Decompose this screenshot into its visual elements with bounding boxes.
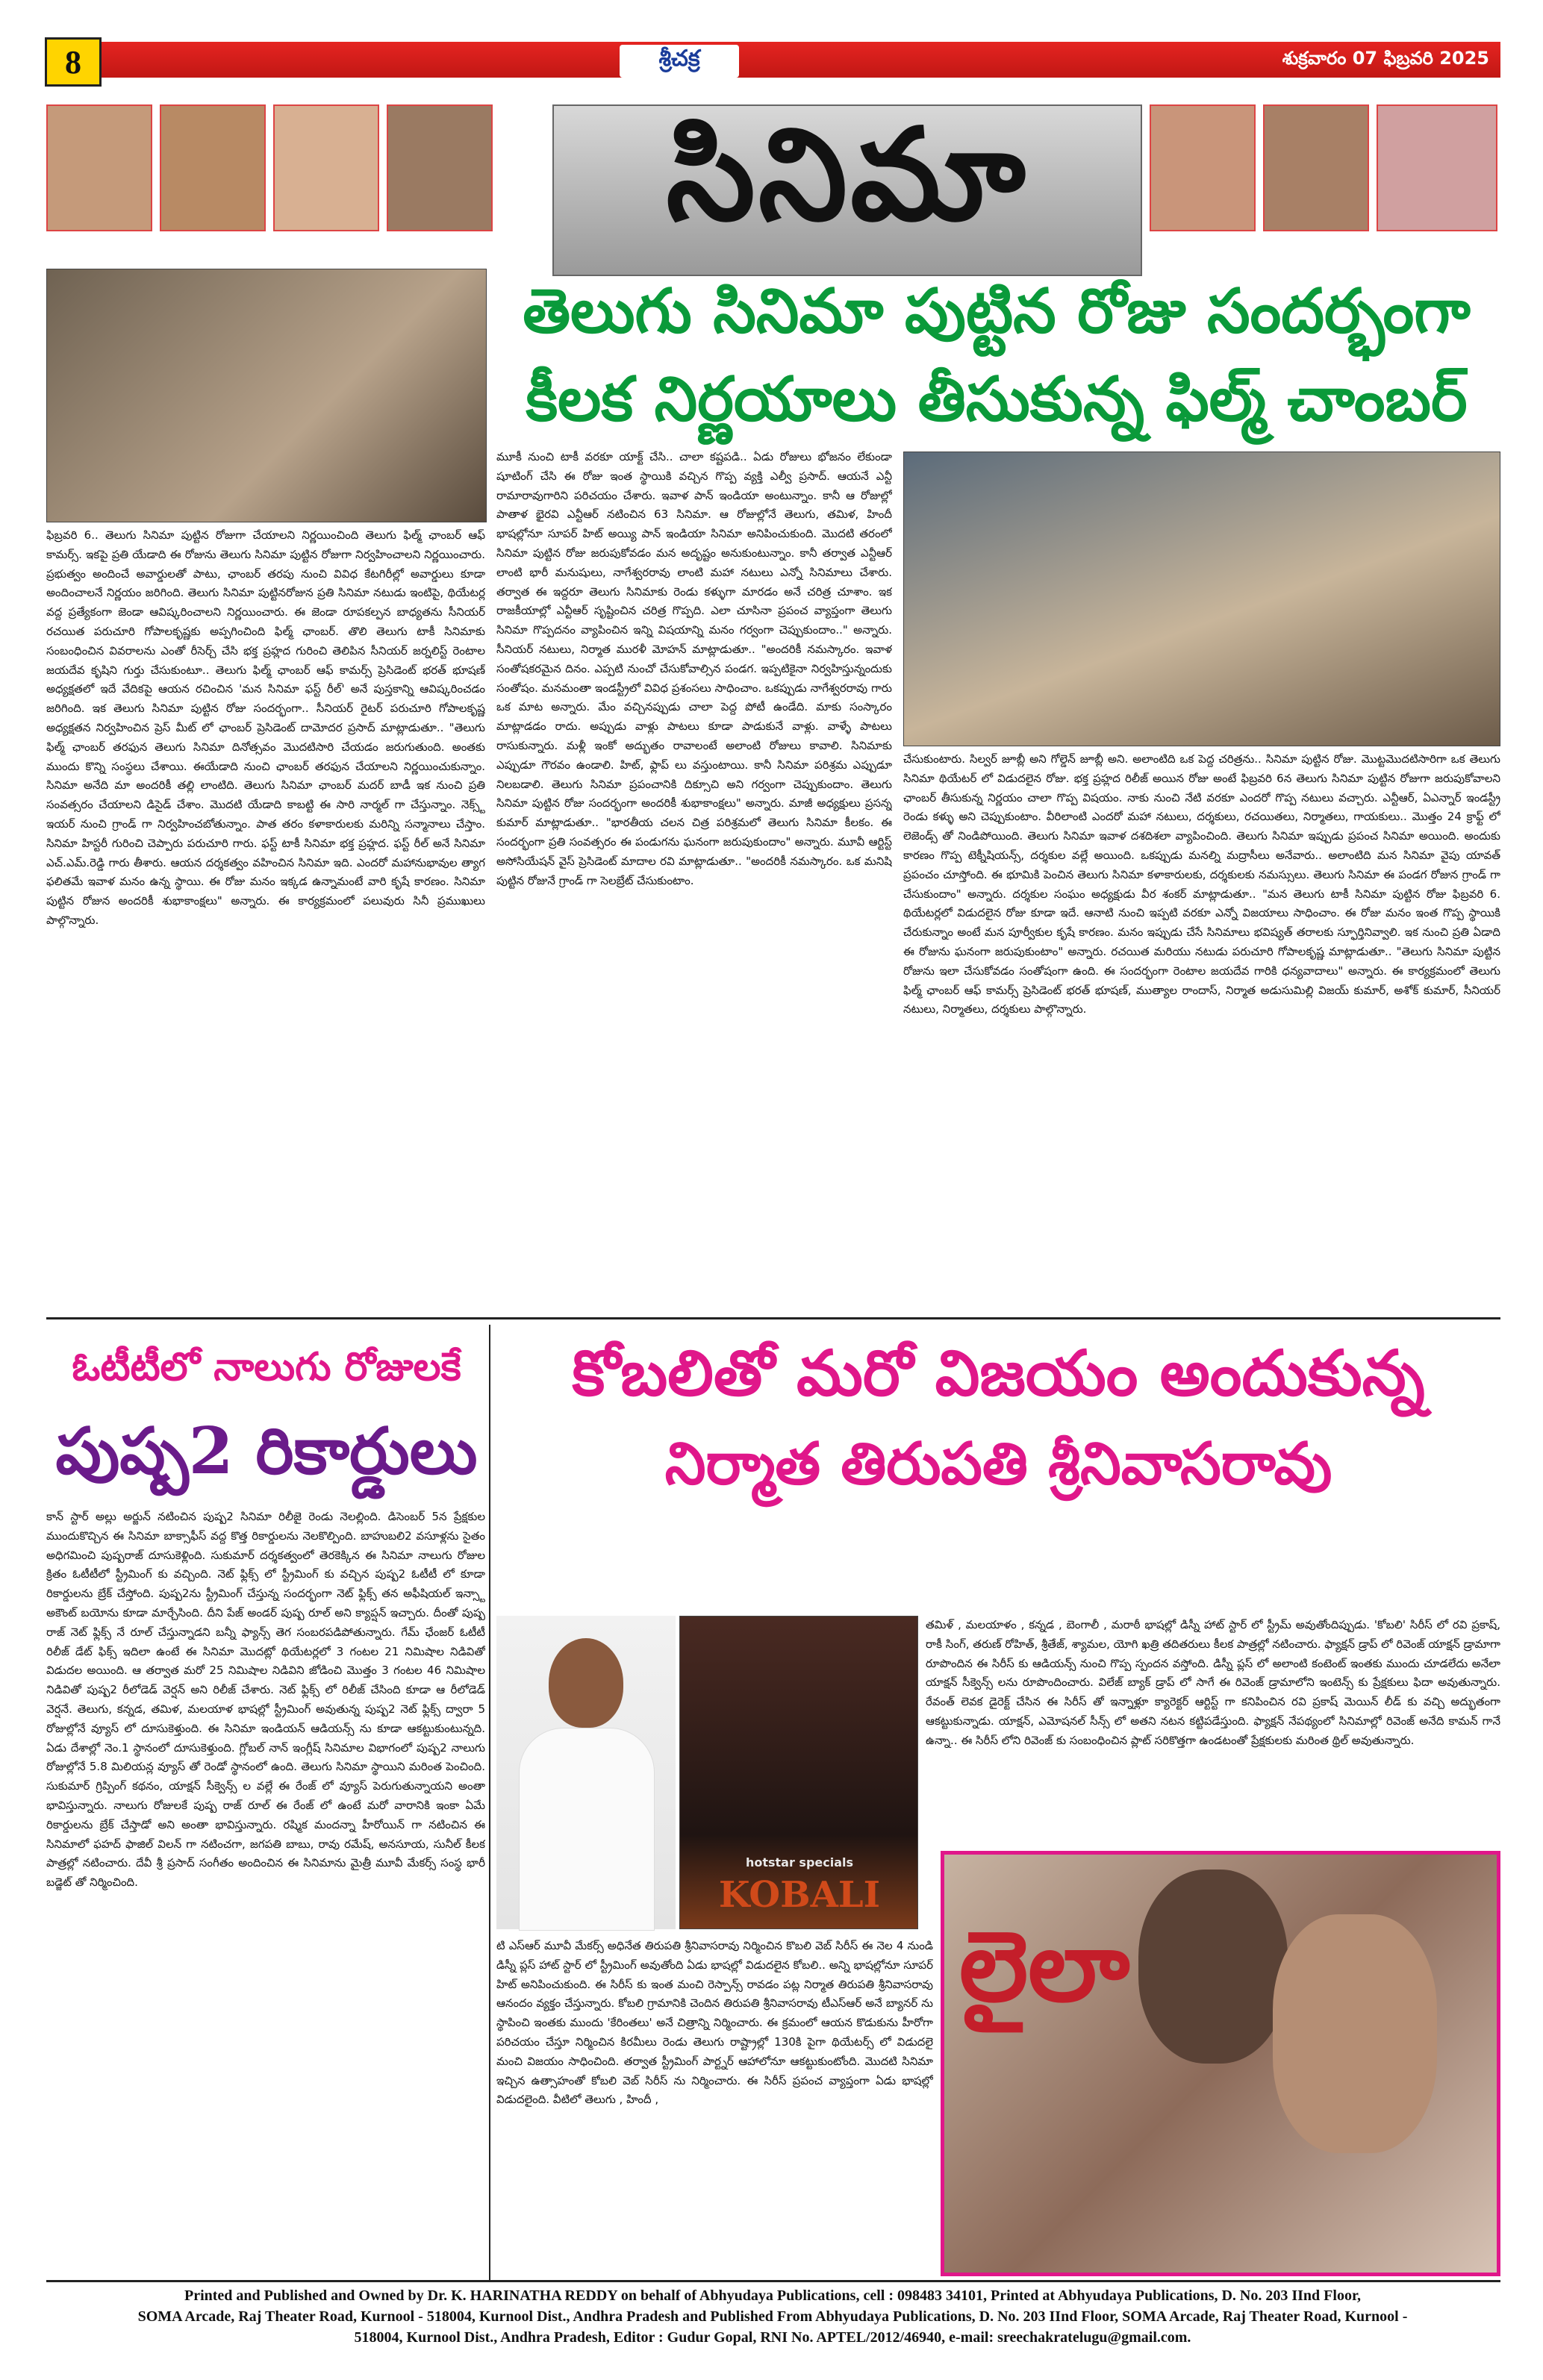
actor-photo	[387, 104, 493, 231]
kobali-body-col2: తమిళ్ , మలయాళం , కన్నడ , బెంగాలీ , మరాఠీ భాషల్లో డిస్నీ హాట్ స్టార్ లో స్ట్రీమ్ అవుతోందిప్పుడు. 'కోబలి' సిరీస్ లో రవి ప్రకాష్, రాకీ సింగ్, తరుణ్ రోహిత్, శ్రీతేజ్, శ్యామల, యోగి ఖత్రి తదితరులు కీలక పాత్రల్లో నటించారు. ఫ్యాక్షన్ డ్రాప్ లో రివెంజ్ యాక్షన్ డ్రామాగా రూపొందిన ఈ సిరీస్ కు ఆడియన్స్ నుంచి గొప్ప స్పందన వస్తోంది. డిస్నీ ప్లస్ లో అలాంటి కంటెంట్ ఇంతకు ముందు చూడలేదు అనేలా యాక్షన్ సీక్వెన్స్ లను రూపొందించారు. విలేజ్ బ్యాక్ డ్రాప్ లో సాగే ఈ రివెంజ్ డ్రామాలోని ఇంటెన్స్ కు ప్రేక్షకులు ఫిదా అవుతున్నారు. రేవంత్ లెవక డైరెక్ట్ చేసిన ఈ సిరీస్ తో ఇన్నాళ్లూ క్యారెక్టర్ ఆర్టిస్ట్ గా కనిపించిన రవి ప్రకాష్ మెయిన్ లీడ్ కు వచ్చి అద్భుతంగా ఆకట్టుకున్నాడు. యాక్షన్, ఎమోషనల్ సీన్స్ లో అతని నటన కట్టిపడేస్తుంది. ఫ్యాక్షన్ నేపథ్యంలో సినిమాల్లో రివెంజ్ అనేది కామన్ గానే ఉన్నా.. ఈ సిరీస్ లోని రివెంజ్ కు సంబంధించిన ప్లాట్ సరికొత్తగా ఉండటంతో ప్రేక్షకులకు మరింత థ్రిల్ అవుతున్నారు.	[926, 1618, 1500, 1747]
kobali-poster	[679, 1616, 918, 1929]
ad-actress-photo	[1273, 1914, 1437, 2153]
kobali-headline-2: నిర్మాత తిరుపతి శ్రీనివాసరావు	[664, 1431, 1332, 1498]
imprint-line-1: Printed and Published and Owned by Dr. K. HARINATHA REDDY on behalf of Abhyudaya Publications, cell : 098483 34101, Printed at Abhyudaya Publications, D. No. 203 IInd Floor,	[184, 2287, 1361, 2304]
laila-ad	[941, 1851, 1500, 2276]
lead-headline-1: తెలుగు సినిమా పుట్టిన రోజు సందర్భంగా	[523, 276, 1471, 347]
imprint-line-2: SOMA Arcade, Raj Theater Road, Kurnool - 518004, Kurnool Dist., Andhra Pradesh and Published From Abhyudaya Publications, D. No. 203 IInd Floor, SOMA Arcade, Raj Theater Road, Kurnool -	[137, 2308, 1408, 2325]
actor-photo	[1377, 104, 1497, 231]
ad-actor-photo	[1138, 1870, 1288, 2064]
column-rule	[489, 1325, 490, 2280]
producer-photo	[496, 1616, 676, 1929]
lead-body-col2: మూకీ నుంచి టాకీ వరకూ యాక్ట్ చేసి.. చాలా కష్టపడి.. ఏడు రోజులు భోజనం లేకుండా షూటింగ్ చేసి ఈ రోజు ఇంత స్థాయికి వచ్చిన గొప్ప వ్యక్తి ఎల్వీ ప్రసాద్. ఆయనే ఎన్టీ రామారావుగారిని పరిచయం చేశారు. ఇవాళ పాన్ ఇండియా అంటున్నాం. కానీ ఆ రోజుల్లో పాతాళ భైరవి ఎన్టీఆర్ నటించిన 63 సినిమా. ఆ రోజుల్లోనే తెలుగు, తమిళ, హిందీ భాషల్లోనూ సూపర్ హిట్ అయ్యి పాన్ ఇండియా సినిమా అనిపించుకుంది. మొదటి తరంలో సినిమా పుట్టిన రోజు జరుపుకోవడం మన అదృష్టం అనుకుంటున్నాం. కానీ తర్వాత ఎన్టీఆర్ లాంటి భారీ మనుషులు, నాగేశ్వరరావు లాంటి మహా నటులు ఎన్నో సినిమాలు చేశారు. తర్వాత ఈ ఇద్దరూ తెలుగు సినిమాకు రెండు కళ్ళుగా మారడం అనే చరిత్ర చూశాం. ఇక రాజకీయాల్లో ఎన్టీఆర్ సృష్టించిన చరిత్ర గొప్పది. ఎలా చూసినా ప్రపంచ వ్యాప్తంగా తెలుగు సినిమా గొప్పదనం వ్యాపించిన ఇన్ని విషయాన్ని మనం గర్వంగా చెప్పుకుందాం.." అన్నారు. సీనియర్ నటులు, నిర్మాత మురళీ మోహన్ మాట్లాడుతూ.. "అందరికీ నమస్కారం. ఇవాళ సంతోషకరమైన దినం. ఎప్పటి నుంచో చేసుకోవాల్సిన పండగ. ఇప్పటికైనా నిర్వహిస్తున్నందుకు సంతోషం. మనమంతా ఇండస్ట్రీలో వివిధ ప్రశంసలు సాధించాం. ఒకప్పుడు నాగేశ్వరరావు గారు ఒక మాట అన్నారు. మేం వచ్చినప్పుడు చాలా పెద్ద పోటీ ఉండేది. మాకు సంస్కారం మాట్లాడడం రాదు. అప్పుడు వాళ్లు పాటలు కూడా పాడుకునే వాళ్లు. వాళ్ళే పాటలు రాసుకున్నారు. మళ్లీ ఇంకో అద్భుతం రావాలంటే అలాంటి రోజులు కావాలి. సినిమాకు ఎప్పుడూ గౌరవం ఉండాలి. హిట్, ఫ్లాప్ లు వస్తుంటాయి. కానీ సినిమా పరిశ్రమ ఎప్పుడూ నిలబడాలి. తెలుగు సినిమా ప్రపంచానికి దిక్సూచి అని గర్వంగా చెప్పుకుందాం. తెలుగు సినిమా పుట్టిన రోజు సందర్భంగా అందరికీ శుభాకాంక్షలు" అన్నారు. మాజీ అధ్యక్షులు ప్రసన్న కుమార్ మాట్లాడుతూ.. "భారతీయ చలన చిత్ర పరిశ్రమలో తెలుగు సినిమా కీలకం. ఈ సందర్భంగా ప్రతి సంవత్సరం ఈ పండుగను ఘనంగా జరుపుకుందాం" అన్నారు. మూవీ ఆర్టిస్ట్ అసోసియేషన్ వైస్ ప్రెసిడెంట్ మాదాల రవి మాట్లాడుతూ.. "అందరికీ నమస్కారం. ఒక మనిషి పుట్టిన రోజునే గ్రాండ్ గా సెలబ్రేట్ చేసుకుంటాం.	[496, 450, 892, 887]
actor-photo	[46, 104, 152, 231]
lead-body-col1: ఫిబ్రవరి 6.. తెలుగు సినిమా పుట్టిన రోజుగా చేయాలని నిర్ణయించింది తెలుగు ఫిల్మ్ ఛాంబర్ ఆఫ్ కామర్స్. ఇకపై ప్రతి యేడాది ఈ రోజును తెలుగు సినిమా పుట్టిన రోజుగా నిర్వహించాలని నిర్ణయించారు. ప్రభుత్వం అందించే అవార్డులతో పాటు, ఛాంబర్ తరపు నుంచి వివిధ కేటగిరీల్లో అవార్డులు కూడా అందించాలనే నిర్ణయం జరిగింది. తెలుగు సినిమా పుట్టినరోజున ప్రతి సినిమా నటుడు ఇంటిపై, థియేటర్ల వద్ద ప్రత్యేకంగా జెండా ఆవిష్కరించాలని నిర్ణయించారు. ఈ జెండా రూపకల్పన బాధ్యతను సీనియర్ రచయిత పరుచూరి గోపాలకృష్ణకు అప్పగించింది ఫిల్మ్ ఛాంబర్. తొలి తెలుగు టాకీ సినిమాకు సంబంధించిన వివరాలను ఎంతో రీసెర్చ్ చేసి భక్త ప్రహ్లద గురించి తెలిపిన సీనియర్ జర్నలిస్ట్ రెంటాల జయదేవ కృషిని గుర్తు చేసుకుంటూ.. తెలుగు ఫిల్మ్ ఛాంబర్ ఆఫ్ కామర్స్ ప్రెసిడెంట్ భరత్ భూషణ్ అధ్యక్షతలో ఇదే వేదికపై ఆయన రచించిన 'మన సినిమా ఫస్ట్ రీల్' అనే పుస్తకాన్ని ఆవిష్కరించడం జరిగింది. ఇక తెలుగు సినిమా పుట్టిన రోజు సందర్భంగా.. సీనియర్ రైటర్ పరుచూరి గోపాలకృష్ణ అధ్యక్షతన నిర్వహించిన ప్రెస్ మీట్ లో ఛాంబర్ ప్రెసిడెంట్ దామోదర ప్రసాద్ మాట్లాడుతూ.. "తెలుగు ఫిల్మ్ ఛాంబర్ తరఫున తెలుగు సినిమా దినోత్సవం మొదటిసారి చేయడం జరుగుతుంది. అంతకు ముందు కొన్ని సంస్థలు చేశాయి. ఈయేడాది నుంచి ఛాంబర్ తరఫున చేయాలని నిర్ణయించుకున్నాం. సినిమా అనేది మా అందరికీ తల్లి లాంటిది. తెలుగు సినిమా ఛాంబర్ మదర్ బాడీ ఇక నుంచి ప్రతి సంవత్సరం చేయాలని డిసైడ్ చేశాం. మొదటి యేడాది కాబట్టి ఈ సారి నార్మల్ గా చేస్తున్నాం. నెక్స్ట్ ఇయర్ నుంచి గ్రాండ్ గా నిర్వహించబోతున్నాం. పాత తరం కళాకారులకు మరిన్ని సన్మానాలు చేస్తాం. సినిమా హిస్టరీ గురించి చెప్పారు పరుచూరి గారు. ఫస్ట్ టాకీ సినిమా భక్త ప్రహ్లద. ఫస్ట్ రీల్ అనే సినిమా ఎచ్.ఎమ్.రెడ్డి గారు తీశారు. ఆయన దర్శకత్వం వహించిన సినిమా ఇది. ఎందరో మహానుభావుల త్యాగ ఫలితమే ఇవాళ మనం ఉన్న స్థాయి. ఈ రోజు మనం ఇక్కడ ఉన్నామంటే వారి కృషే కారణం. సినిమా పుట్టిన రోజున అందరికీ శుభాకాంక్షలు" అన్నారు. ఈ కార్యక్రమంలో పలువురు సినీ ప్రముఖులు పాల్గొన్నారు.	[46, 528, 485, 927]
actor-photo	[1263, 104, 1369, 231]
issue-date: శుక్రవారం 07 ఫిబ్రవరి 2025	[1282, 48, 1489, 69]
footer-divider	[46, 2280, 1500, 2282]
poster-title: KOBALI	[718, 1874, 881, 1916]
page-number: 8	[45, 37, 102, 87]
producer-face	[549, 1638, 623, 1728]
kobali-headline-1: కోబలితో మరో విజయం అందుకున్న	[572, 1337, 1425, 1410]
actor-photo	[273, 104, 379, 231]
event-photo	[46, 269, 487, 522]
pushpa-body: కాన్ స్టార్ అల్లు అర్జున్ నటించిన పుష్ప2 సినిమా రిలీజై రెండు నెలల్లింది. డిసెంబర్ 5న ప్రేక్షకుల ముందుకొచ్చిన ఈ సినిమా బాక్సాఫీస్ వద్ద కొత్త రికార్డులను నెలకొల్పింది. బాహుబలి2 వసూళ్లను సైతం అధిగమించి పుష్పరాజ్ దూసుకెళ్లింది. సుకుమార్ దర్శకత్వంలో తెరకెక్కిన ఈ సినిమా నాలుగు రోజుల క్రితం ఓటీటీలో స్ట్రీమింగ్ కు వచ్చింది. నెట్ ఫ్లిక్స్ లో స్ట్రీమింగ్ కు వచ్చిన పుష్ప2 ఓటీటీ లో కూడా రికార్డులను బ్రేక్ చేస్తోంది. పుష్ప2ను స్ట్రీమింగ్ చేస్తున్న సందర్భంగా నెట్ ఫ్లిక్స్ తన అఫీషియల్ ఇన్స్టా అకౌంట్ బయోను కూడా మార్చేసింది. దీని పేజ్ అండర్ పుష్ప రూల్ అని క్యాప్షన్ ఇచ్చారు. దీంతో పుష్ప రాజ్ నెట్ ఫ్లిక్స్ నే రూల్ చేస్తున్నాడని బన్నీ ఫ్యాన్స్ తెగ సంబరపడిపోతున్నారు. గేమ్ ఛేంజర్ ఓటీటీ రిలీజ్ డేట్ ఫిక్స్ ఇదిలా ఉంటే ఈ సినిమా మొదట్లో థియేటర్లలో 3 గంటల 21 నిమిషాల నిడివితో విడుదల అయింది. ఆ తర్వాత మరో 25 నిమిషాల నిడివిని జోడించి మొత్తం 3 గంటల 46 నిమిషాల నిడివితో పుష్ప2 రీలోడెడ్ వెర్షన్ అని రిలీజ్ చేశారు. నెట్ ఫ్లిక్స్ లో రిలీజ్ చేసింది కూడా ఆ రీలోడెడ్ వెర్షనే. తెలుగు, కన్నడ, తమిళ, మలయాళ భాషల్లో స్ట్రీమింగ్ అవుతున్న పుష్ప2 నెట్ ఫ్లిక్స్ ద్వారా 5 రోజుల్లోనే వ్యూస్ లో దూసుకెళ్తుంది. ఈ సినిమా ఇండియన్ ఆడియన్స్ ను కూడా ఆకట్టుకుంటున్నది. ఏడు దేశాల్లో నెం.1 స్థానంలో దూసుకెళ్తుంది. గ్లోబల్ నాన్ ఇంగ్లీష్ సినిమాల విభాగంలో పుష్ప2 నాలుగు రోజుల్లోనే 5.8 మిలియన్ల వ్యూస్ తో రెండో స్థానంలో ఉంది. తెలుగు సినిమా స్థాయిని మరింత పెంచింది. సుకుమార్ గ్రిప్పింగ్ కథనం, యాక్షన్ సీక్వెన్స్ ల వల్లే ఈ రేంజ్ లో వ్యూస్ పెరుగుతున్నాయని అంతా భావిస్తున్నారు. నాలుగు రోజులకే పుష్ప రాజ్ రూల్ ఈ రేంజ్ లో ఉంటే మరో వారానికి ఇంకా ఏమే రికార్డులను బ్రేక్ చేస్తాడో అని అంతా భావిస్తున్నారు. రష్మిక మందన్నా హీరోయిన్ గా నటించిన ఈ సినిమాలో ఫహద్ ఫాజిల్ విలన్ గా నటించగా, జగపతి బాబు, రావు రమేష్, అనసూయ, సునీల్ కీలక పాత్రల్లో నటించారు. దేవీ శ్రీ ప్రసాద్ సంగీతం అందించిన ఈ సినిమాను మైత్రీ మూవీ మేకర్స్ సంస్థ భారీ బడ్జెట్ తో నిర్మించింది.	[46, 1510, 485, 1890]
divider	[46, 1317, 1500, 1319]
newspaper-logo: శ్రీచక్ర	[620, 45, 739, 78]
pushpa-headline-2: పుష్ప2 రికార్డులు	[55, 1414, 478, 1489]
producer-shirt	[519, 1728, 655, 1931]
poster-brand: hotstar specials	[745, 1855, 854, 1870]
section-banner: సినిమా	[552, 104, 1142, 276]
kobali-body-col1: టి ఎస్ఆర్ మూవీ మేకర్స్ అధినేత తిరుపతి శ్రీనివాసరావు నిర్మించిన కొబలి వెబ్ సిరీస్ ఈ నెల 4 నుండి డిస్నీ ప్లస్ హాట్ స్టార్ లో స్ట్రీమింగ్ అవుతోంది ఏడు భాషల్లో విడుదలైన కోబలి.. అన్ని భాషల్లోనూ సూపర్ హిట్ అనిపించుకుంది. ఈ సిరీస్ కు ఇంత మంచి రెస్పాన్స్ రావడం పట్ల నిర్మాత తిరుపతి శ్రీనివాసరావు ఆనందం వ్యక్తం చేస్తున్నారు. కోబలి గ్రామానికి చెందిన తిరుపతి శ్రీనివాసరావు టీఎస్ఆర్ అనే బ్యానర్ ను స్థాపించి ఇంతకు ముందు 'కేరింతలు' అనే చిత్రాన్ని నిర్మించారు. ఈ క్రమంలో ఆయన కొడుకును హీరోగా పరిచయం చేస్తూ నిర్మించిన కిరమీలు రెండు తెలుగు రాష్ట్రాల్లో 130కి పైగా థియేటర్స్ లో విడుదలై మంచి విజయం సాధించింది. తర్వాత స్ట్రీమింగ్ పార్ట్నర్ ఆహాలోనూ ఆకట్టుకుంటోంది. మొదటి సినిమా ఇచ్చిన ఉత్సాహంతో కోబలి వెబ్ సిరీస్ ను నిర్మించారు. ఈ సిరీస్ ప్రపంచ వ్యాప్తంగా ఏడు భాషల్లో విడుదలైంది. వీటిలో తెలుగు , హిందీ ,	[496, 1939, 933, 2107]
group-photo	[903, 452, 1500, 746]
imprint-footer	[45, 2285, 1500, 2367]
actor-photo	[1150, 104, 1256, 231]
lead-headline-2: కీలక నిర్ణయాలు తీసుకున్న ఫిల్మ్ చాంబర్	[526, 364, 1468, 435]
ad-title: లైలా	[959, 1909, 1130, 2023]
imprint-line-3: 518004, Kurnool Dist., Andhra Pradesh, Editor : Gudur Gopal, RNI No. APTEL/2012/46940, e-mail: sreechakratelugu@gmail.com.	[354, 2329, 1191, 2346]
pushpa-headline-1: ఓటీటీలో నాలుగు రోజులకే	[72, 1345, 461, 1390]
actor-photo	[160, 104, 266, 231]
lead-body-col3: చేసుకుంటారు. సిల్వర్ జూబ్లీ అని గోల్డెన్ జూబ్లీ అని. అలాంటిది ఒక పెద్ద చరిత్రను.. సినిమా పుట్టిన రోజు. మొట్టమొదటిసారిగా ఒక తెలుగు సినిమా థియేటర్ లో విడుదలైన రోజు. భక్త ప్రహ్లద రిలీజ్ అయిన రోజు అంటే ఫిబ్రవరి 6న తెలుగు సినిమా పుట్టిన రోజుగా జరుపుకోవాలని ఛాంబర్ తీసుకున్న నిర్ణయం చాలా గొప్ప విషయం. నాకు నుంచి నేటి వరకూ ఎందరో గొప్ప నటులు వచ్చారు. ఎన్టీఆర్, ఏఎన్నార్ ఇండస్ట్రీ రెండు కళ్ళు అని చెప్పుకుంటాం. వీరిలాంటి ఎందరో మహా నటులు, దర్శకులు, రచయితలు, నిర్మాతలు, గాయకులు.. మొత్తం 24 క్రాఫ్ట్ లో లెజెండ్స్ తో నిండిపోయింది. తెలుగు సినిమా ఇవాళ దశదిశలా వ్యాపించింది. తెలుగు సినిమా ఇప్పుడు ప్రపంచ సినిమా అయింది. అందుకు కారణం గొప్ప టెక్నీషియన్స్, దర్శకుల వల్లే అయింది. ఒకప్పుడు మనల్ని మద్రాసీలు అనేవారు.. అలాంటిది మన సినిమా వైపు యావత్ ప్రపంచం చూస్తోంది. ఈ భూమికి పెంచిన తెలుగు సినిమా కళాకారులకు, దర్శకులకు నమస్సులు. తెలుగు సినిమా ఈ పండగ రోజున గ్రాండ్ గా చేసుకుందాం" అన్నారు. దర్శకుల సంఘం అధ్యక్షుడు వీర శంకర్ మాట్లాడుతూ.. "మన తెలుగు టాకీ సినిమా పుట్టిన రోజు ఫిబ్రవరి 6. థియేటర్లలో విడుదలైన రోజు కూడా ఇదే. ఆనాటి నుంచి ఇప్పటి వరకూ ఎన్నో విజయాలు సాధించాం. ఈ రోజు మనం ఇంత గొప్ప స్థాయికి చేరుకున్నాం అంటే మన పూర్వీకుల కృషే కారణం. మనం ఇప్పుడు చేసే సినిమాలు భవిష్యత్ తరాలకు స్ఫూర్తినివ్వాలి. ఇక నుంచి ప్రతి ఏడాది ఈ రోజును ఘనంగా జరుపుకుంటాం" అన్నారు. రచయిత మరియు నటుడు పరుచూరి గోపాలకృష్ణ మాట్లాడుతూ.. "తెలుగు సినిమా పుట్టిన రోజును ఇలా చేసుకోవడం సంతోషంగా ఉంది. ఈ సందర్భంగా రెంటాల జయదేవ గారికి ధన్యవాదాలు" అన్నారు. ఈ కార్యక్రమంలో తెలుగు ఫిల్మ్ ఛాంబర్ ఆఫ్ కామర్స్ ప్రెసిడెంట్ భరత్ భూషణ్, ముత్యాల రాందాస్, నిర్మాత అడుసుమిల్లి విజయ్ కుమార్, అశోక్ కుమార్, సీనియర్ నటులు, నిర్మాతలు, దర్శకులు పాల్గొన్నారు.	[903, 752, 1500, 1016]
